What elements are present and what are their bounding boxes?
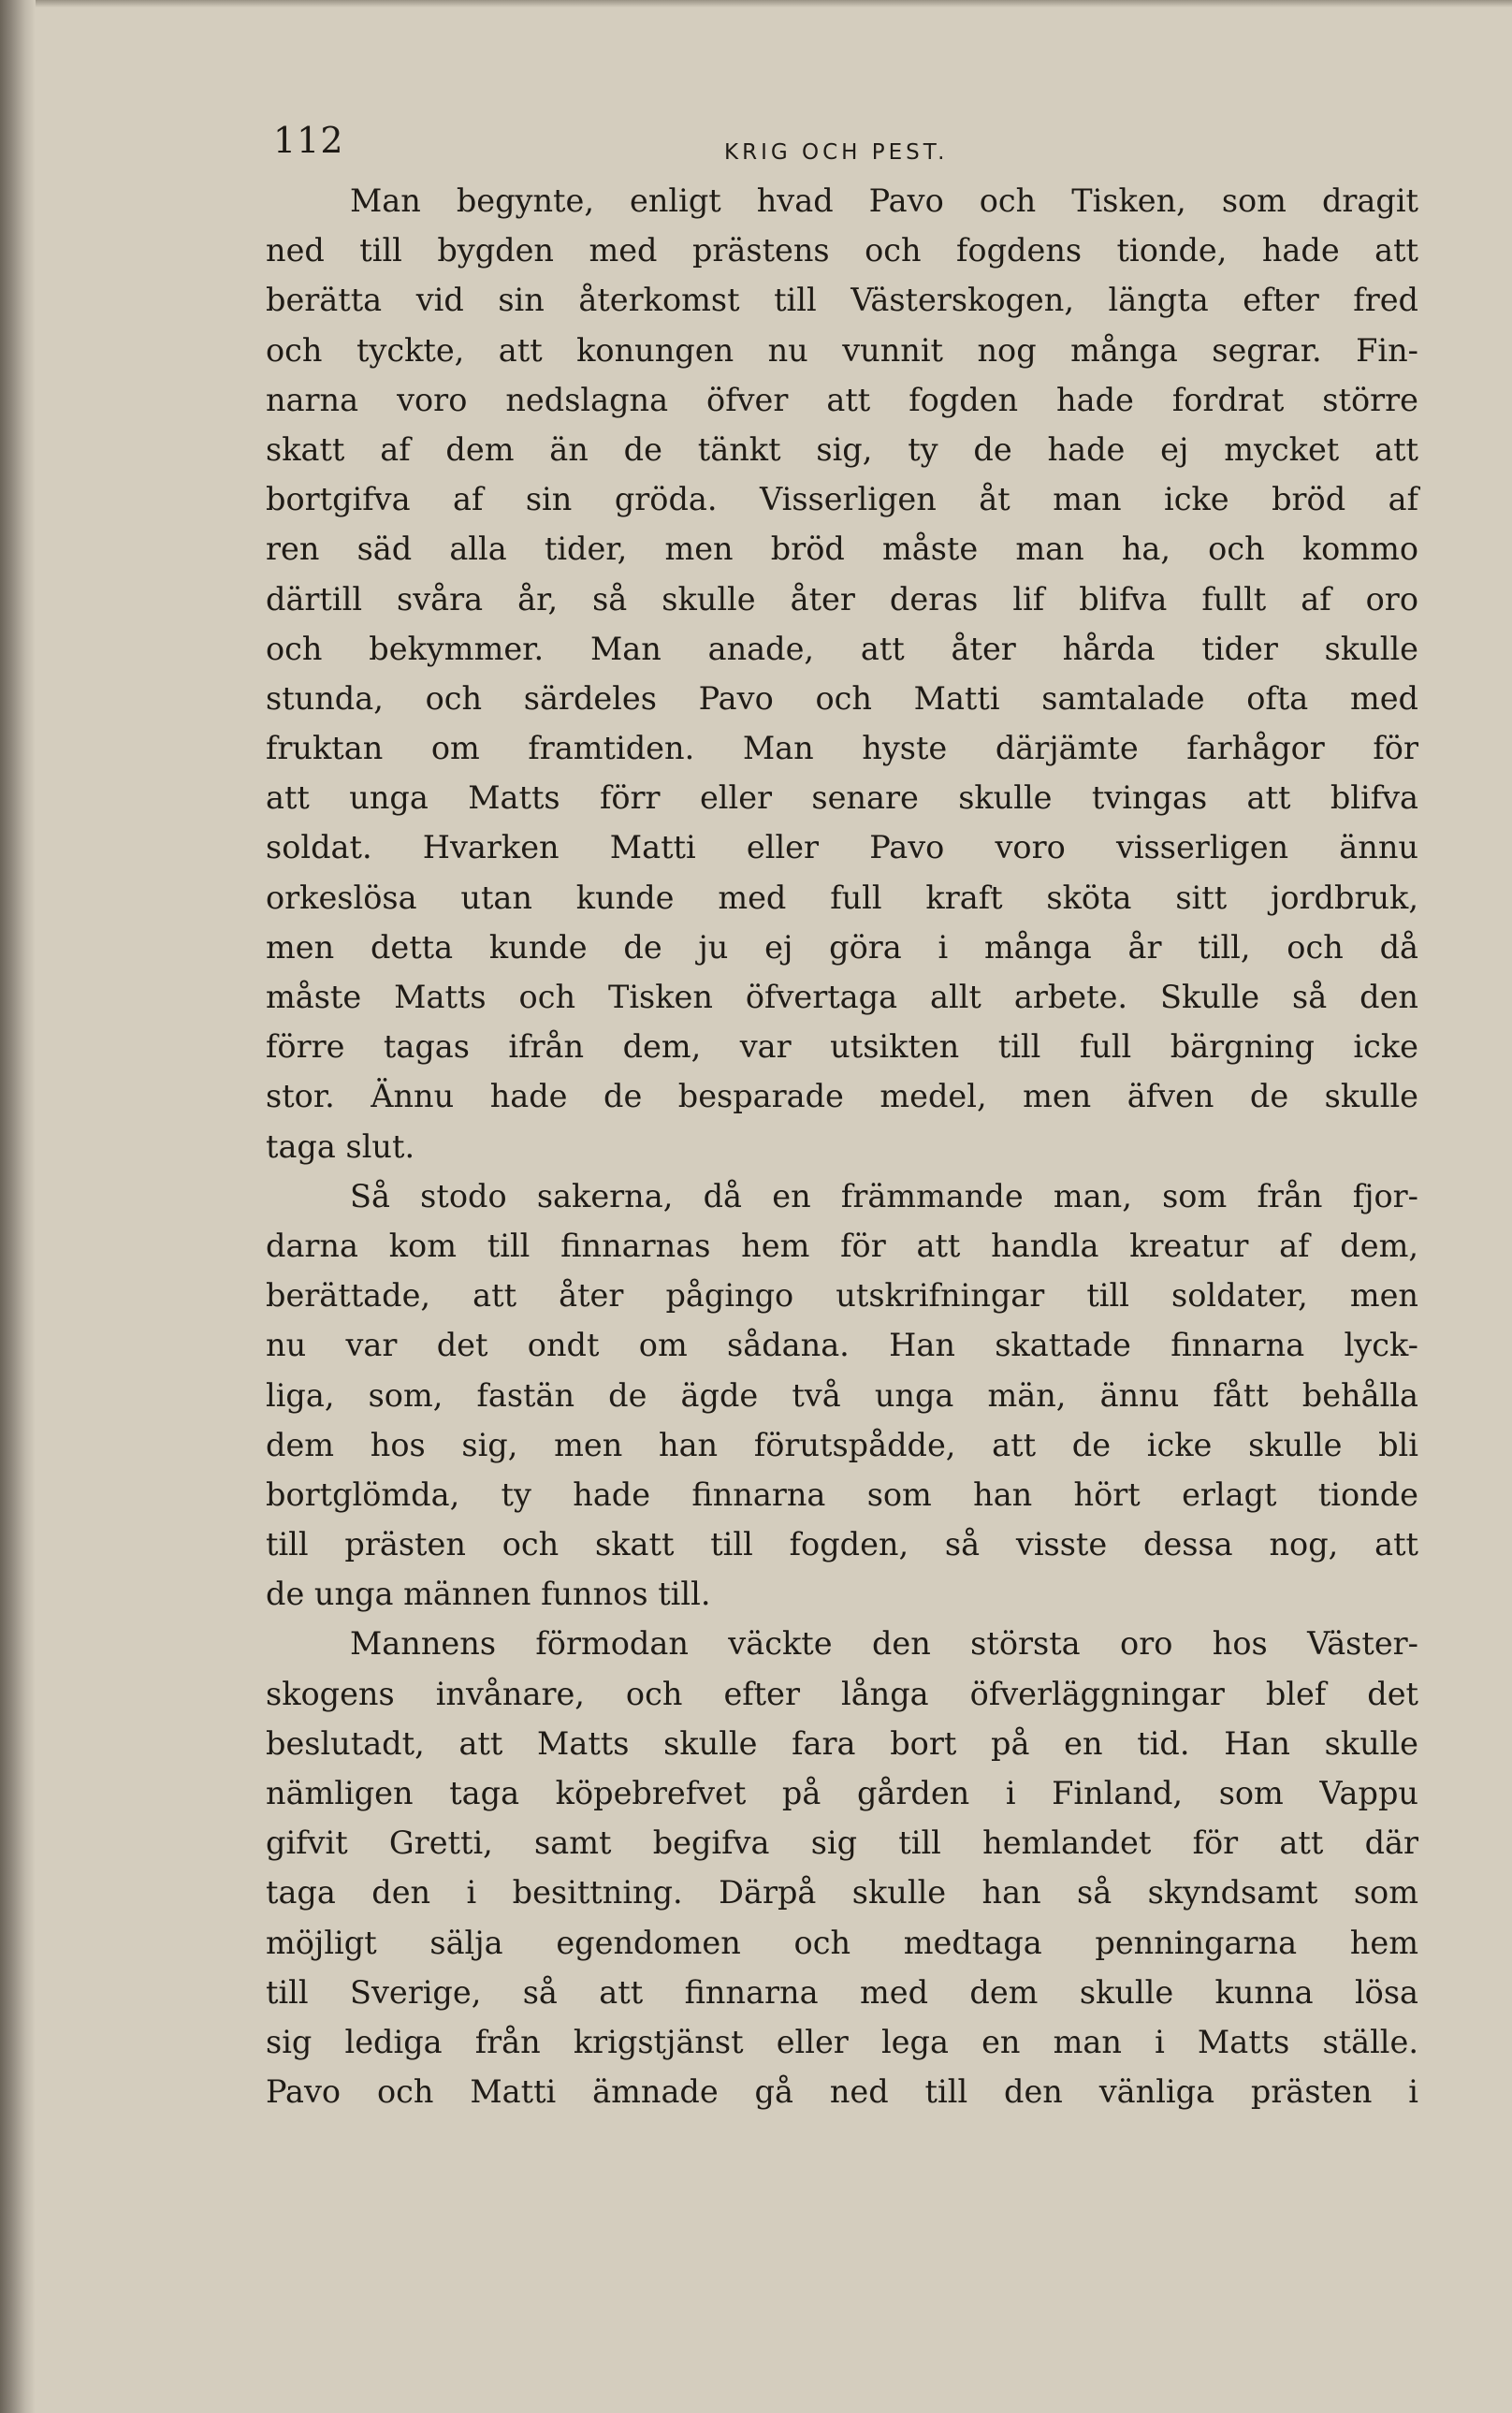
text-line: fruktan om framtiden. Man hyste därjämte farhågor för [266,730,1418,767]
text-line: stunda, och särdeles Pavo och Matti samtalade ofta med [266,679,1418,717]
text-line: bortgifva af sin gröda. Visserligen åt man icke bröd af [266,481,1418,518]
running-head [266,120,1418,176]
text-line: liga, som, fastän de ägde två unga män, ännu fått behålla [266,1376,1418,1414]
text-line: taga slut. [266,1127,415,1165]
page-number: 112 [273,120,344,161]
text-line: sig lediga från krigstjänst eller lega en man i Matts ställe. [266,2023,1418,2060]
text-line: de unga männen funnos till. [266,1576,711,1613]
text-line: förre tagas ifrån dem, var utsikten till full bärgning icke [266,1028,1418,1066]
text-line: och tyckte, att konungen nu vunnit nog många segrar. Fin- [266,331,1418,369]
text-line: narna voro nedslagna öfver att fogden hade fordrat större [266,381,1418,418]
text-line: Mannens förmodan väckte den största oro hos Väster- [350,1625,1418,1663]
text-line: men detta kunde de ju ej göra i många år till, och då [266,928,1418,966]
text-line: berättade, att åter pågingo utskrifningar till soldater, men [266,1277,1418,1315]
text-line: Pavo och Matti ämnade gå ned till den vänliga prästen i [266,2073,1418,2111]
running-title: KRIG OCH PEST. [724,140,949,165]
text-line: dem hos sig, men han förutspådde, att de icke skulle bli [266,1426,1418,1463]
text-line: nämligen taga köpebrefvet på gården i Finland, som Vappu [266,1775,1418,1811]
text-line: skogens invånare, och efter långa öfverläggningar blef det [266,1675,1418,1712]
text-line: ned till bygden med prästens och fogdens tionde, hade att [266,232,1418,269]
text-line: nu var det ondt om sådana. Han skattade finnarna lyck- [266,1327,1418,1364]
text-line: taga den i besittning. Därpå skulle han så skyndsamt som [266,1874,1418,1912]
body-text [266,176,1418,2116]
text-line: Så stodo sakerna, då en främmande man, som från fjor- [350,1177,1418,1214]
text-line: orkeslösa utan kunde med full kraft sköta sitt jordbruk, [266,879,1418,916]
text-line: till prästen och skatt till fogden, så visste dessa nog, att [266,1526,1418,1563]
text-line: och bekymmer. Man anade, att åter hårda tider skulle [266,630,1418,667]
binding-edge [0,0,36,2413]
text-line: ren säd alla tider, men bröd måste man ha, och kommo [266,531,1418,568]
text-line: darna kom till finnarnas hem för att handla kreatur af dem, [266,1227,1418,1264]
text-line: att unga Matts förr eller senare skulle tvingas att blifva [266,779,1418,817]
book-page [266,120,1418,2116]
text-line: till Sverige, så att finnarna med dem skulle kunna lösa [266,1973,1418,2011]
text-line: möjligt sälja egendomen och medtaga penningarna hem [266,1924,1418,1961]
text-line: måste Matts och Tisken öfvertaga allt arbete. Skulle så den [266,979,1418,1015]
text-line: gifvit Gretti, samt begifva sig till hemlandet för att där [266,1824,1418,1862]
text-line: beslutadt, att Matts skulle fara bort på en tid. Han skulle [266,1724,1418,1762]
text-line: Man begynte, enligt hvad Pavo och Tisken, som dragit [350,182,1418,219]
page-top-edge [0,0,1512,7]
text-line: stor. Ännu hade de besparade medel, men äfven de skulle [266,1078,1418,1115]
text-line: skatt af dem än de tänkt sig, ty de hade ej mycket att [266,430,1418,468]
text-line: berätta vid sin återkomst till Västerskogen, längta efter fred [266,282,1418,319]
text-line: soldat. Hvarken Matti eller Pavo voro visserligen ännu [266,829,1418,866]
text-line: därtill svåra år, så skulle åter deras lif blifva fullt af oro [266,580,1418,618]
text-line: bortglömda, ty hade finnarna som han hört erlagt tionde [266,1475,1418,1513]
